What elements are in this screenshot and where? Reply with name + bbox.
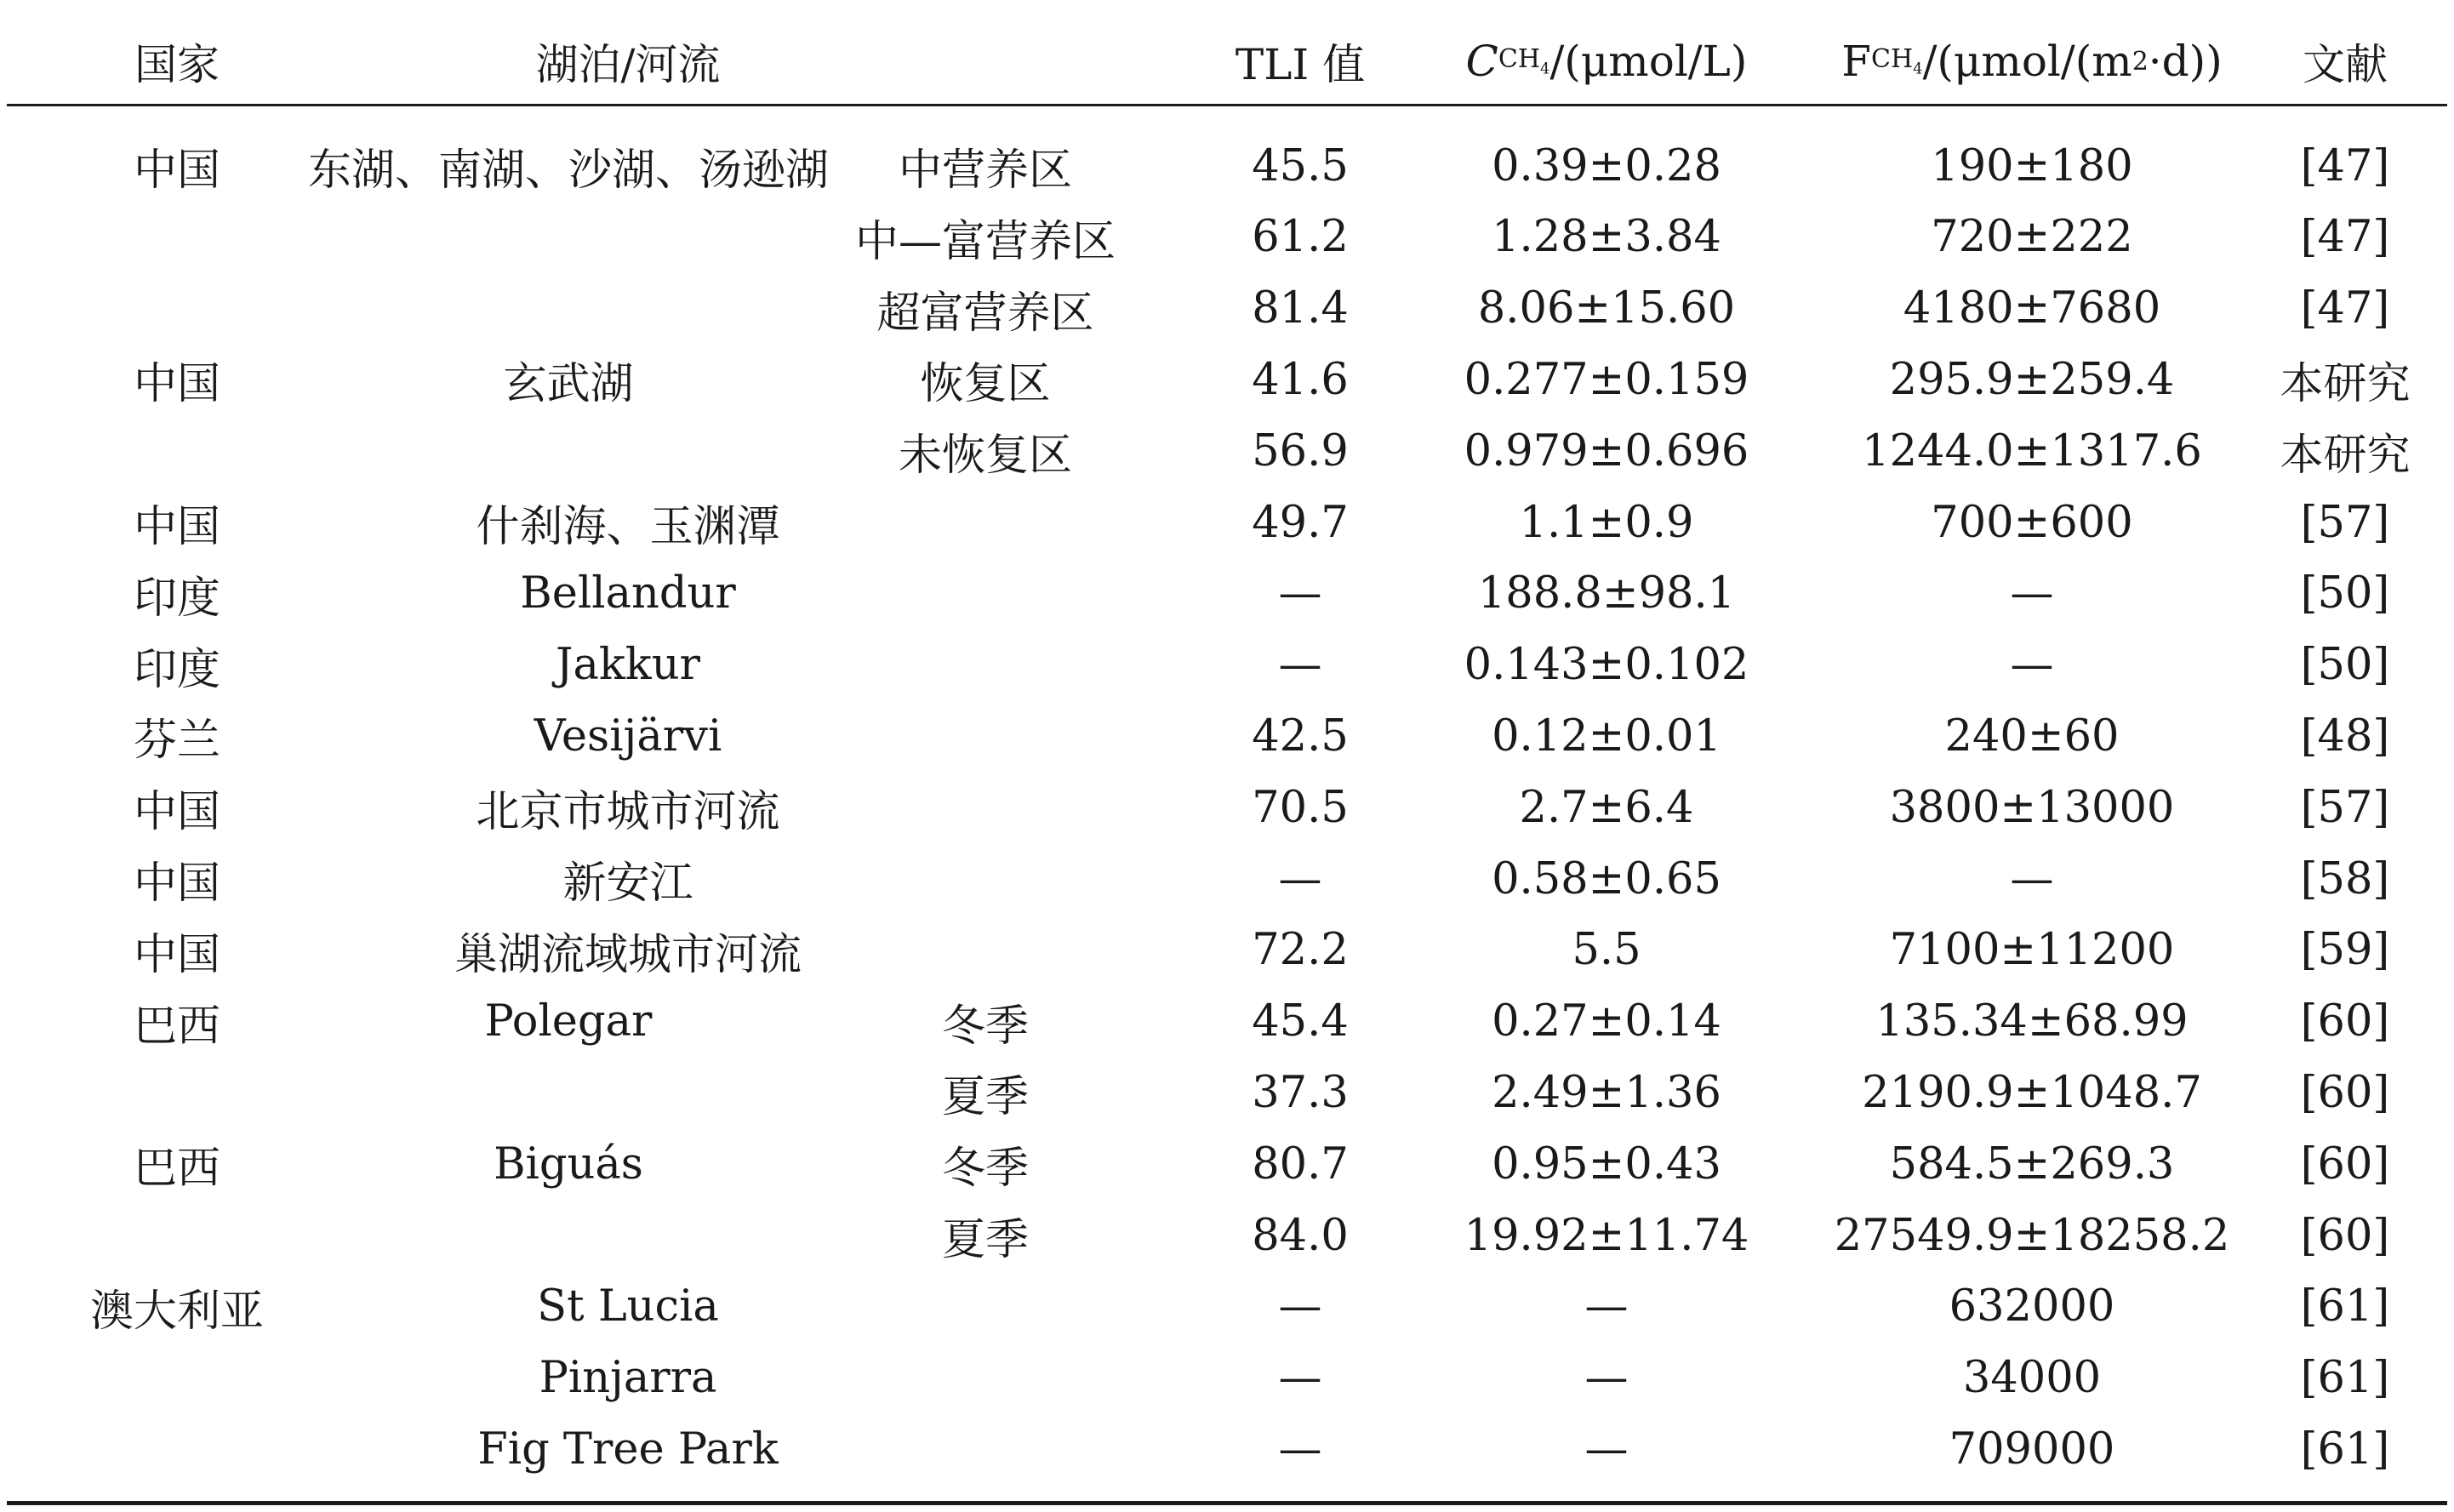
cell-country: 印度 (133, 573, 220, 624)
cell-country: 澳大利亚 (89, 1286, 264, 1337)
cell-country (41, 1343, 313, 1414)
cell-flux: 27549.9±18258.2 (1834, 1210, 2230, 1261)
cell-lake-name: 玄武湖 (503, 359, 634, 410)
cell-lake: St Lucia (537, 1281, 719, 1332)
cell-concentration: 1.1±0.9 (1519, 497, 1694, 548)
cell-flux: 295.9±259.4 (1889, 354, 2175, 405)
table-row (7, 1200, 2447, 1271)
table-row (7, 273, 2447, 345)
cell-concentration: 0.39±0.28 (1492, 140, 1721, 191)
cell-flux: 2190.9±1048.7 (1862, 1067, 2202, 1118)
cell-country: 中国 (133, 859, 220, 909)
cell-lake-name: Polegar (484, 996, 653, 1047)
cell-lake: 巢湖流域城市河流 (454, 929, 802, 980)
header-f-unit-a: /(μmol/(m (1922, 37, 2132, 86)
cell-reference: 本研究 (2280, 431, 2411, 482)
cell-lake: 新安江 (562, 859, 693, 909)
cell-reference: [50] (2300, 568, 2390, 619)
cell-subgroup: 中—富营养区 (854, 216, 1116, 267)
table-row (7, 558, 2447, 630)
cell-subgroup: 夏季 (941, 1215, 1029, 1265)
cell-reference: [60] (2300, 996, 2390, 1047)
cell-tli: 61.2 (1252, 212, 1349, 263)
cell-tli: 72.2 (1252, 925, 1349, 976)
cell-flux: 709000 (1949, 1424, 2115, 1475)
cell-country: 中国 (133, 787, 220, 838)
cell-lake: Jakkur (556, 640, 700, 691)
cell-tli: — (1278, 1424, 1322, 1475)
table-row (7, 915, 2447, 986)
cell-tli: 56.9 (1252, 425, 1349, 476)
table-row (7, 1343, 2447, 1414)
cell-concentration: 0.979±0.696 (1464, 425, 1749, 476)
cell-reference: [61] (2300, 1353, 2390, 1404)
cell-subgroup: 恢复区 (920, 359, 1051, 410)
cell-tli: 49.7 (1252, 497, 1349, 548)
table-row (7, 700, 2447, 772)
cell-subgroup: 冬季 (941, 1001, 1029, 1052)
cell-reference: [57] (2300, 782, 2390, 833)
cell-lake-name (288, 273, 849, 345)
cell-reference: [59] (2300, 925, 2390, 976)
table-row (7, 202, 2447, 273)
cell-subgroup: 未恢复区 (898, 431, 1072, 482)
cell-reference: 本研究 (2280, 359, 2411, 410)
table-row (7, 1413, 2447, 1485)
cell-reference: [57] (2300, 497, 2390, 548)
header-tli (1181, 19, 1419, 104)
cell-reference: [47] (2300, 212, 2390, 263)
cell-reference: [47] (2300, 140, 2390, 191)
cell-flux: 240±60 (1944, 710, 2120, 762)
cell-country: 中国 (133, 145, 220, 196)
table-row (7, 986, 2447, 1058)
header-rule (7, 104, 2447, 106)
cell-tli: 45.4 (1252, 996, 1349, 1047)
cell-country: 中国 (133, 929, 220, 980)
table-row (7, 772, 2447, 843)
cell-concentration: — (1584, 1281, 1629, 1332)
header-f-sub-text: CH (1870, 44, 1914, 75)
cell-tli: — (1278, 568, 1322, 619)
cell-tli: — (1278, 1353, 1322, 1404)
cell-tli: 81.4 (1252, 283, 1349, 334)
table-row (7, 130, 2447, 202)
cell-country (41, 1057, 313, 1128)
cell-country: 巴西 (133, 1001, 220, 1052)
cell-tli: 37.3 (1252, 1067, 1349, 1118)
cell-tli: — (1278, 853, 1322, 904)
cell-flux: 1244.0±1317.6 (1862, 425, 2202, 476)
cell-lake-name: 东湖、南湖、沙湖、汤逊湖 (307, 145, 829, 196)
cell-country: 芬兰 (133, 716, 220, 767)
cell-flux: 190±180 (1931, 140, 2133, 191)
cell-flux: 3800±13000 (1889, 782, 2175, 833)
cell-reference: [50] (2300, 640, 2390, 691)
cell-country (41, 415, 313, 487)
cell-country (41, 273, 313, 345)
cell-lake: 什刹海、玉渊潭 (476, 502, 780, 552)
cell-lake: Fig Tree Park (477, 1424, 779, 1475)
header-f-unit-b: ·d)) (2148, 37, 2223, 86)
cell-tli: 70.5 (1252, 782, 1349, 833)
header-c-sub (1498, 44, 1550, 78)
cell-tli: — (1278, 640, 1322, 691)
header-reference (2245, 19, 2445, 104)
table-row (7, 630, 2447, 701)
cell-lake: 北京市城市河流 (476, 787, 780, 838)
cell-concentration: 8.06±15.60 (1477, 283, 1736, 334)
cell-tli: 80.7 (1252, 1138, 1349, 1190)
methane-comparison-table (7, 0, 2447, 1512)
table-row (7, 344, 2447, 415)
cell-lake-name (288, 1200, 849, 1271)
cell-reference: [60] (2300, 1067, 2390, 1118)
cell-country (41, 202, 313, 273)
header-f-sub (1871, 44, 1923, 78)
cell-country: 中国 (133, 359, 220, 410)
cell-tli: — (1278, 1281, 1322, 1332)
cell-concentration: 0.277±0.159 (1464, 354, 1749, 405)
cell-concentration: 0.12±0.01 (1492, 710, 1721, 762)
table-row (7, 415, 2447, 487)
cell-lake: Bellandur (520, 568, 736, 619)
cell-reference: [61] (2300, 1281, 2390, 1332)
header-country (41, 19, 313, 104)
cell-concentration: 19.92±11.74 (1464, 1210, 1749, 1261)
cell-tli: 45.5 (1252, 140, 1349, 191)
cell-subgroup: 冬季 (941, 1144, 1029, 1195)
header-ref-label: 文献 (2303, 40, 2388, 89)
header-c-symbol: C (1465, 37, 1498, 86)
cell-concentration: 2.49±1.36 (1492, 1067, 1721, 1118)
cell-flux: 720±222 (1931, 212, 2133, 263)
cell-lake-name (288, 202, 849, 273)
header-f-unit-sup: 2 (2132, 46, 2149, 77)
cell-reference: [60] (2300, 1138, 2390, 1190)
cell-country: 中国 (133, 502, 220, 552)
cell-flux: — (2010, 853, 2054, 904)
table-row (7, 1057, 2447, 1128)
cell-reference: [60] (2300, 1210, 2390, 1261)
cell-flux: 700±600 (1931, 497, 2133, 548)
header-concentration (1419, 19, 1794, 104)
cell-concentration: 188.8±98.1 (1477, 568, 1736, 619)
cell-lake: Pinjarra (539, 1353, 717, 1404)
cell-subgroup: 中营养区 (898, 145, 1072, 196)
header-f-sub-num: 4 (1913, 60, 1923, 78)
cell-flux: 7100±11200 (1889, 925, 2175, 976)
cell-country: 印度 (133, 644, 220, 695)
cell-country: 巴西 (133, 1144, 220, 1195)
bottom-rule (7, 1501, 2447, 1505)
header-f-symbol: F (1841, 37, 1871, 86)
cell-tli: 84.0 (1252, 1210, 1349, 1261)
header-c-unit: /(μmol/L) (1549, 37, 1748, 86)
table-row (7, 1128, 2447, 1200)
cell-subgroup: 夏季 (941, 1072, 1029, 1123)
header-c-sub-text: CH (1498, 44, 1540, 75)
cell-lake-name: Biguás (494, 1138, 643, 1190)
header-row (7, 19, 2447, 104)
cell-concentration: — (1584, 1424, 1629, 1475)
cell-concentration: 0.27±0.14 (1492, 996, 1721, 1047)
cell-flux: 4180±7680 (1903, 283, 2161, 334)
cell-flux: — (2010, 568, 2054, 619)
cell-concentration: 1.28±3.84 (1492, 212, 1721, 263)
cell-concentration: 5.5 (1572, 925, 1641, 976)
cell-flux: 584.5±269.3 (1889, 1138, 2175, 1190)
cell-tli: 42.5 (1252, 710, 1349, 762)
cell-flux: 135.34±68.99 (1875, 996, 2189, 1047)
cell-lake-name (288, 1057, 849, 1128)
cell-concentration: 2.7±6.4 (1519, 782, 1694, 833)
cell-country (41, 1200, 313, 1271)
cell-reference: [48] (2300, 710, 2390, 762)
cell-flux: 632000 (1949, 1281, 2115, 1332)
cell-lake: Vesijärvi (534, 710, 722, 762)
header-flux (1794, 19, 2270, 104)
header-tli-label: TLI 值 (1235, 40, 1366, 89)
cell-country (41, 1413, 313, 1485)
header-country-label: 国家 (134, 40, 220, 89)
cell-lake-name (288, 415, 849, 487)
cell-concentration: — (1584, 1353, 1629, 1404)
cell-reference: [58] (2300, 853, 2390, 904)
header-c-sub-num: 4 (1540, 60, 1550, 78)
cell-reference: [47] (2300, 283, 2390, 334)
table-row (7, 487, 2447, 558)
header-lake-label: 湖泊/河流 (535, 40, 721, 89)
cell-concentration: 0.95±0.43 (1492, 1138, 1721, 1190)
cell-flux: 34000 (1962, 1353, 2102, 1404)
cell-subgroup: 超富营养区 (876, 288, 1094, 339)
table-row (7, 843, 2447, 915)
cell-flux: — (2010, 640, 2054, 691)
cell-concentration: 0.58±0.65 (1492, 853, 1721, 904)
cell-reference: [61] (2300, 1424, 2390, 1475)
cell-tli: 41.6 (1252, 354, 1349, 405)
cell-concentration: 0.143±0.102 (1464, 640, 1749, 691)
header-lake (288, 19, 968, 104)
table-row (7, 1271, 2447, 1343)
